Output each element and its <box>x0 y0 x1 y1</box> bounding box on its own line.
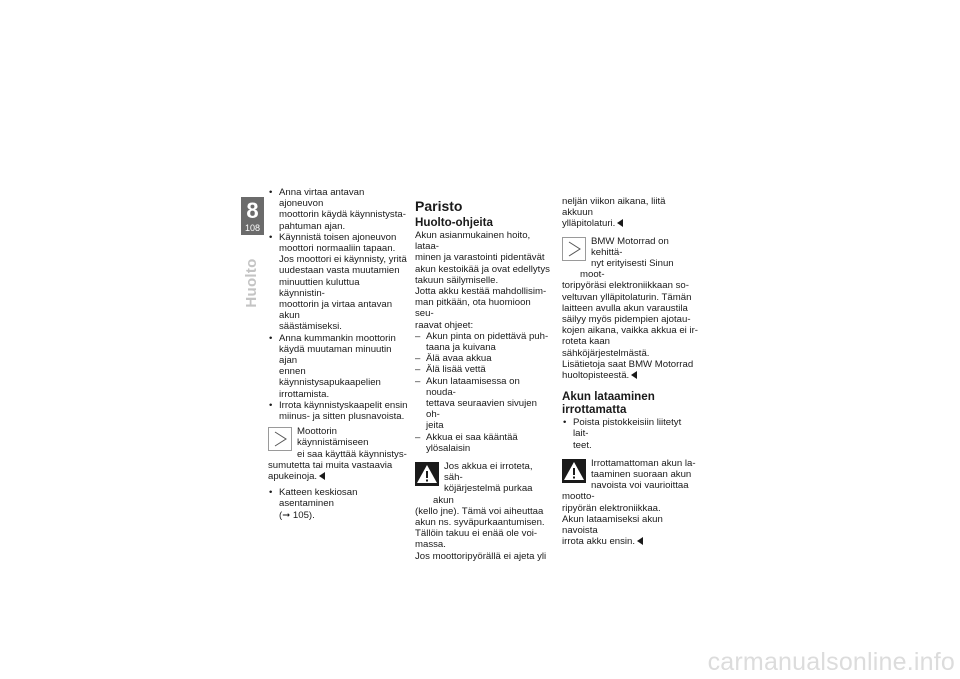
warning-icon <box>562 459 586 483</box>
end-mark-icon <box>319 472 325 480</box>
page-number: 108 <box>244 223 261 233</box>
list-item: – Älä avaa akkua <box>415 353 551 364</box>
chapter-side-title: Huolto <box>243 258 260 308</box>
list-item: • Anna virtaa antavan ajoneuvon moottorin käydä käynnistysta- pahtuman ajan. <box>268 187 408 232</box>
list-item: – Akun pinta on pidettävä puh- taana ja kuivana <box>415 331 551 353</box>
chapter-number: 8 <box>246 198 259 223</box>
note-block: Moottorin käynnistämiseen ei saa käyttää käynnistys- sumutetta tai muita vastaavia apukeinoja. <box>268 426 407 483</box>
column-middle <box>415 187 551 562</box>
list-item: • Käynnistä toisen ajoneuvon moottori normaaliin tapaan. Jos moottori ei käynnisty, yritä uudestaan vasta muutamien minuuttien kuluttua käynnistin- moottorin ja virtaa antavan akun säästämiseksi. <box>268 232 408 333</box>
end-mark-icon <box>637 537 643 545</box>
end-mark-icon <box>631 371 637 379</box>
warning-icon <box>415 462 439 486</box>
note-triangle-icon <box>562 237 586 261</box>
subsection-title: Akun lataaminen irrottamatta <box>562 390 655 417</box>
watermark: carmanualsonline.info <box>707 648 955 676</box>
subsection-title: Huolto-ohjeita <box>415 216 493 229</box>
column-left <box>268 187 408 521</box>
end-mark-icon <box>617 219 623 227</box>
warning-block: Irrottamattoman akun la- taaminen suoraan akun navoista voi vaurioittaa mootto- ripyörän elektroniikkaa. Akun lataamiseksi akun navoista irrota akku ensin. <box>562 457 696 548</box>
section-title: Paristo <box>415 198 463 214</box>
list-item: • Anna kummankin moottorin käydä muutaman minuutin ajan ennen käynnistysapukaapelien irrottamista. <box>268 333 408 400</box>
paragraph: Jotta akku kestää mahdollisim- man pitkään, ota huomioon seu- raavat ohjeet: <box>415 286 547 331</box>
list-item: – Akkua ei saa kääntää ylösalaisin <box>415 432 551 454</box>
note-triangle-icon <box>268 427 292 451</box>
paragraph: Akun asianmukainen hoito, lataa- minen ja varastointi pidentävät akun kestoikää ja ovat edellytys takuun säilymiselle. <box>415 230 550 286</box>
list-item: – Älä lisää vettä <box>415 364 551 375</box>
column-right: neljän viikon aikana, liitä akkuun ylläpitolaturi. BMW Motorrad on kehittä- nyt erityisesti Sinun moot- toripyöräsi elektroniikkaan so- veltuvan ylläpitolaturin. Tämän laitteen avulla akun varaustila säilyy myös pidempien ajotau- kojen aikana, vaikka akkua ei ir- roteta kaan sähköjärjestelmästä. Lisätietoja saat BMW Motorrad huoltopisteestä. Akun lataaminen irrottamatta • Poista pistokkeisiin liitetyt lait- teet. Irrottamattoman akun la- taaminen suoraan akun navoista voi vaurioittaa mootto- ripyörän elektroniikkaa. Akun lataamiseksi akun navoista irrota akku ensin. <box>562 196 698 547</box>
list-item: • Katteen keskiosan asentaminen (➞ 105). <box>268 487 408 521</box>
warning-block: Jos akkua ei irroteta, säh- köjärjestelmä purkaa akun (kello jne). Tämä voi aiheuttaa akun ns. syväpurkaantumisen. Tällöin takuu ei enää ole voi- massa. Jos moottoripyörällä ei ajeta yli <box>415 461 547 562</box>
note-block: BMW Motorrad on kehittä- nyt erityisesti Sinun moot- toripyöräsi elektroniikkaan so- veltuvan ylläpitolaturin. Tämän laitteen avulla akun varaustila säilyy myös pidempien ajotau- kojen aikana, vaikka akkua ei ir- roteta kaan sähköjärjestelmästä. Lisätietoja saat BMW Motorrad huoltopisteestä. <box>562 235 698 382</box>
list-item: • Irrota käynnistyskaapelit ensin miinus- ja sitten plusnavoista. <box>268 400 408 422</box>
list-item: • Poista pistokkeisiin liitetyt lait- teet. <box>562 417 698 451</box>
list-item: – Akun lataamisessa on nouda- tettava seuraavien sivujen oh- jeita <box>415 376 551 432</box>
chapter-tab <box>241 197 264 235</box>
